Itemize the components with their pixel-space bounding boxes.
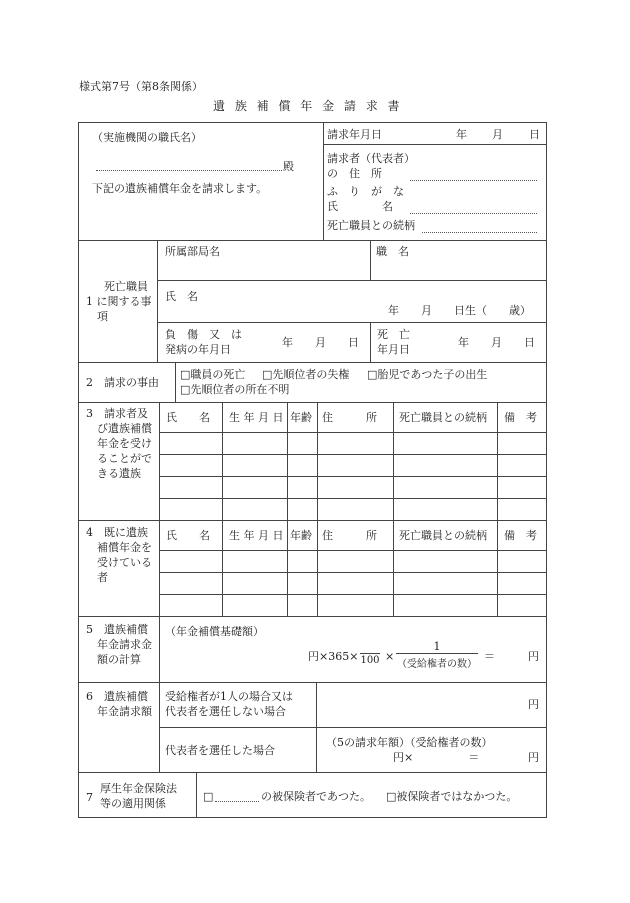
sec4-label-l4: 者 [97,571,108,584]
agency-head-field[interactable] [96,170,282,171]
sec4-col-address: 住 所 [322,529,377,542]
deceased-name-label: 氏 名 [165,290,198,303]
claim-year-label: 年 [456,128,467,141]
sec5-label-l1: 5 遺族補償 [86,623,148,636]
injury-label-2: 発病の年月日 [165,343,231,356]
address-label: の 住 所 [327,167,382,180]
sec4-label-l1: 4 既に遺族 [86,526,148,539]
reason-forfeit-checkbox[interactable]: □先順位者の失権 [262,368,350,381]
sec1-label-l2: 1 に関する事 [86,295,152,308]
fraction-2 [396,640,478,670]
sec3-label-l5: きる遺族 [97,467,141,480]
reason-missing-checkbox[interactable]: □先順位者の所在不明 [180,383,290,396]
base-amount-label: （年金補償基礎額） [165,625,264,638]
sec7-label-l1: 厚生年金保険法 [100,782,177,795]
sec3-label-l3: 年金を受け [97,437,152,450]
fraction-1-denominator: 100 [360,655,380,666]
sec7-label-l2: 等の適用関係 [100,797,166,810]
claimant-name-label: 氏 名 [327,200,393,213]
dono-label: 殿 [283,160,294,173]
case2-text: 代表者を選任した場合 [165,744,275,757]
relation-label: 死亡職員との続柄 [327,219,415,232]
furigana-label: ふ り が な [327,185,404,198]
case1-yen-label: 円 [528,698,539,711]
sec5-label-l2: 年金請求金 [97,638,152,651]
case2-calc-row: 円× ＝ [393,751,480,764]
sec3-label-l4: ることがで [97,452,152,465]
annual-yen-label: 円 [528,650,539,663]
sec4-col-dob: 生 年 月 日 [229,529,284,542]
injury-date-label: 年 月 日 [282,336,359,349]
death-label-2: 年月日 [377,343,410,356]
relation-field[interactable] [422,232,537,233]
pension-law-field[interactable] [215,801,259,802]
death-label-1: 死 亡 [377,328,410,341]
form-number: 様式第7号（第8条関係） [79,80,203,93]
case2-calc-head: （5の請求年額）（受給権者の数） [326,736,493,749]
sec4-label-l2: 補償年金を [97,541,152,554]
insured-text: の被保険者であつた。 [261,790,371,803]
sec7-number: 7 [86,791,93,804]
request-sentence: 下記の遺族補償年金を請求します。 [92,182,268,195]
sec3-label-l2: び遺族補償 [97,422,152,435]
fraction-2-numerator: 1 [433,640,441,653]
fraction-1-numerator[interactable] [360,640,380,652]
sec3-col-remarks: 備 考 [504,411,537,424]
death-date-label: 年 月 日 [458,336,535,349]
sec4-col-remarks: 備 考 [504,529,537,542]
case1-text-a: 受給権者が1人の場合又は [165,690,293,703]
sec1-label-l3: 項 [97,310,108,323]
sec3-col-address: 住 所 [322,411,377,424]
sec1-label-l1: 死亡職員 [104,280,148,293]
sec4-col-name: 氏 名 [166,529,210,542]
fraction-2-denominator: （受給権者の数） [397,659,477,670]
reason-birth-checkbox[interactable]: □胎児であつた子の出生 [367,368,488,381]
not-insured-checkbox[interactable]: □被保険者ではなかつた。 [386,790,518,803]
sec6-label-l2: 年金請求額 [97,705,152,718]
sec3-label-l1: 3 請求者及 [86,407,148,420]
sec3-col-age: 年齢 [290,411,312,424]
claim-day-label: 日 [529,128,540,141]
sec6-label-l1: 6 遺族補償 [86,690,148,703]
sec4-col-age: 年齢 [290,529,312,542]
injury-label-1: 負 傷 又 は [165,328,242,341]
fraction-1 [360,640,380,666]
sec2-label: 2 請求の事由 [86,376,159,389]
address-field[interactable] [410,180,537,181]
equals-sign: ＝ [484,650,495,663]
sec3-col-name: 氏 名 [166,411,210,424]
post-label: 職 名 [376,245,409,258]
sec5-label-l3: 額の計算 [97,653,141,666]
claimant-name-field[interactable] [410,213,537,214]
claimant-label: 請求者（代表者） [327,152,415,165]
sec3-col-dob: 生 年 月 日 [229,411,284,424]
insured-checkbox[interactable]: □ [203,790,214,803]
agency-head-label: （実施機関の職氏名） [92,131,202,144]
case2-yen-label: 円 [528,751,539,764]
times-sign: × [385,650,395,663]
birth-date-label: 年 月 日生（ 歳） [388,304,531,317]
sec4-col-relation: 死亡職員との続柄 [399,529,487,542]
dept-label: 所属部局名 [165,245,220,258]
reason-death-checkbox[interactable]: □職員の死亡 [180,368,246,381]
formula-lead: 円×365× [308,650,359,663]
claim-month-label: 月 [492,128,503,141]
claim-date-label: 請求年月日 [327,128,382,141]
case1-text-b: 代表者を選任しない場合 [165,705,286,718]
form-title: 遺 族 補 償 年 金 請 求 書 [213,99,403,113]
sec3-col-relation: 死亡職員との続柄 [399,411,487,424]
sec4-label-l3: 受けている [97,556,152,569]
